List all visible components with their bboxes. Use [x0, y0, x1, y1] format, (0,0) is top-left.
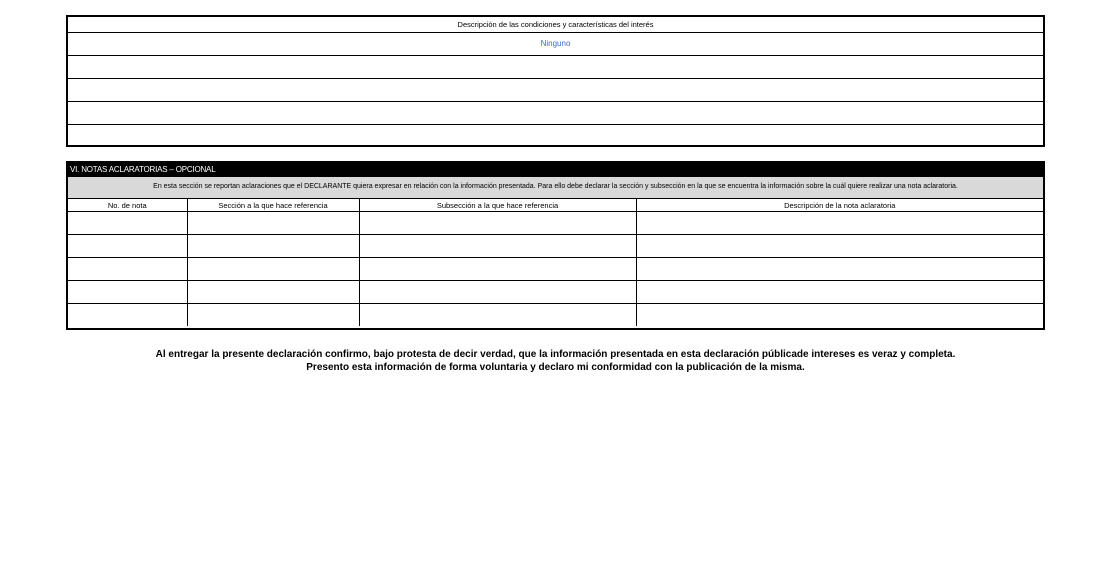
- table-row: [68, 212, 1043, 235]
- interest-row: [68, 125, 1043, 147]
- table-row: [68, 281, 1043, 304]
- cell: [68, 258, 187, 281]
- column-header-section: Sección a la que hace referencia: [187, 199, 359, 212]
- cell: [636, 304, 1043, 327]
- cell: [68, 235, 187, 258]
- notes-section-info: En esta sección se reportan aclaraciones que el DECLARANTE quiera expresar en relación con la información presentada. Para ello debe declarar la sección y subsección en la que se encuentra la información sobre la cuál quiere realizar una nota aclaratoria.: [68, 177, 1043, 199]
- cell: [68, 212, 187, 235]
- column-header-subsection: Subsección a la que hace referencia: [359, 199, 636, 212]
- column-header-note-number: No. de nota: [68, 199, 187, 212]
- declaration-statement: [66, 348, 1045, 374]
- interest-row: [68, 79, 1043, 102]
- cell: [187, 304, 359, 327]
- statement-line-2: Presento esta información de forma voluntaria y declaro mi conformidad con la publicación de la misma.: [306, 362, 805, 373]
- cell: [68, 281, 187, 304]
- cell: [359, 258, 636, 281]
- table-row: [68, 235, 1043, 258]
- cell: [359, 212, 636, 235]
- table-row: [68, 304, 1043, 327]
- interest-row: [68, 102, 1043, 125]
- interest-row: Ninguno: [68, 33, 1043, 56]
- cell: [187, 281, 359, 304]
- cell: [68, 304, 187, 327]
- interest-description-table: [66, 15, 1045, 147]
- cell: [187, 235, 359, 258]
- cell: [187, 212, 359, 235]
- cell: [359, 281, 636, 304]
- statement-line-1: Al entregar la presente declaración confirmo, bajo protesta de decir verdad, que la información presentada en esta declaración públicade intereses es veraz y completa.: [155, 349, 956, 360]
- cell: [636, 258, 1043, 281]
- cell: [359, 304, 636, 327]
- notes-section: [66, 161, 1045, 330]
- cell: [636, 212, 1043, 235]
- cell: [359, 235, 636, 258]
- cell: [636, 281, 1043, 304]
- cell: [187, 258, 359, 281]
- interest-row: [68, 56, 1043, 79]
- column-header-description: Descripción de la nota aclaratoria: [636, 199, 1043, 212]
- cell: [636, 235, 1043, 258]
- notes-table-header-row: [68, 199, 1043, 212]
- interest-description-header: Descripción de las condiciones y características del interés: [68, 17, 1043, 33]
- notes-section-title: VI. NOTAS ACLARATORIAS – OPCIONAL: [68, 163, 1043, 177]
- table-row: [68, 258, 1043, 281]
- notes-table: [68, 199, 1043, 326]
